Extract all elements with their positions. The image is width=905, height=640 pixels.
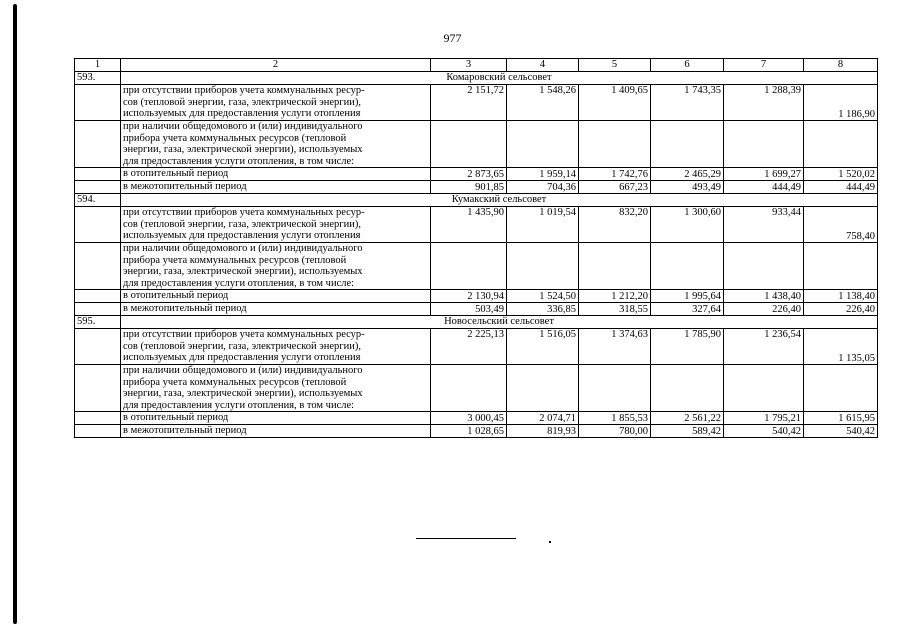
- value-cell: 1 374,63: [579, 329, 651, 365]
- table-row: [75, 425, 878, 438]
- row-label: при отсутствии приборов учета коммунальных ресур- сов (тепловой энергии, газа, электрической энергии), используемых для предоставления услуги отопления: [121, 329, 431, 365]
- row-number-cell: [75, 425, 121, 438]
- value-cell: 493,49: [651, 181, 724, 194]
- section-number: 595.: [75, 316, 121, 329]
- page-number: 977: [443, 31, 462, 45]
- column-header: 2: [121, 59, 431, 72]
- value-cell: 1 028,65: [431, 425, 507, 438]
- value-cell: [431, 121, 507, 168]
- value-cell: 1 548,26: [507, 85, 579, 121]
- value-cell: 1 785,90: [651, 329, 724, 365]
- value-cell: 1 300,60: [651, 207, 724, 243]
- row-number-cell: [75, 121, 121, 168]
- section-header-row: [75, 316, 878, 329]
- value-cell: 1 212,20: [579, 290, 651, 303]
- row-number-cell: [75, 85, 121, 121]
- table-row: [75, 181, 878, 194]
- row-label: в отопительный период: [121, 290, 431, 303]
- row-number-cell: [75, 412, 121, 425]
- table-row: [75, 121, 878, 168]
- value-cell: [507, 365, 579, 412]
- value-cell: 1 236,54: [724, 329, 804, 365]
- row-number-cell: [75, 303, 121, 316]
- value-cell: 1 524,50: [507, 290, 579, 303]
- scan-edge-bar: [13, 4, 17, 624]
- row-label: в межотопительный период: [121, 425, 431, 438]
- section-header-row: [75, 194, 878, 207]
- value-cell: 1 435,90: [431, 207, 507, 243]
- value-cell: 2 151,72: [431, 85, 507, 121]
- column-header: 1: [75, 59, 121, 72]
- row-label: при отсутствии приборов учета коммунальных ресур- сов (тепловой энергии, газа, электрической энергии), используемых для предоставления услуги отопления: [121, 207, 431, 243]
- value-cell: [804, 243, 878, 290]
- value-cell: 2 465,29: [651, 168, 724, 181]
- footer-rule: [416, 538, 516, 539]
- value-cell: [431, 243, 507, 290]
- value-cell: [651, 365, 724, 412]
- value-cell: 1 795,21: [724, 412, 804, 425]
- value-cell: 2 225,13: [431, 329, 507, 365]
- section-name: Кумакский сельсовет: [121, 194, 878, 207]
- row-label: при наличии общедомового и (или) индивидуального прибора учета коммунальных ресурсов (тепловой энергии, газа, электрической энергии), используемых для предоставления услуги отопления, в том числе:: [121, 121, 431, 168]
- row-label: в отопительный период: [121, 168, 431, 181]
- row-number-cell: [75, 290, 121, 303]
- row-number-cell: [75, 181, 121, 194]
- scan-speck: [549, 541, 551, 543]
- value-cell: 704,36: [507, 181, 579, 194]
- column-header: 4: [507, 59, 579, 72]
- value-cell: 758,40: [804, 207, 878, 243]
- value-cell: [507, 243, 579, 290]
- value-cell: 1 135,05: [804, 329, 878, 365]
- value-cell: 1 019,54: [507, 207, 579, 243]
- value-cell: 336,85: [507, 303, 579, 316]
- value-cell: 2 074,71: [507, 412, 579, 425]
- section-number: 594.: [75, 194, 121, 207]
- value-cell: 819,93: [507, 425, 579, 438]
- value-cell: 1 516,05: [507, 329, 579, 365]
- value-cell: 444,49: [804, 181, 878, 194]
- section-header-row: [75, 72, 878, 85]
- value-cell: 1 742,76: [579, 168, 651, 181]
- value-cell: 2 873,65: [431, 168, 507, 181]
- table-row: [75, 207, 878, 243]
- value-cell: 1 615,95: [804, 412, 878, 425]
- row-label: при наличии общедомового и (или) индивидуального прибора учета коммунальных ресурсов (тепловой энергии, газа, электрической энергии), используемых для предоставления услуги отопления, в том числе:: [121, 243, 431, 290]
- column-header: 6: [651, 59, 724, 72]
- value-cell: 3 000,45: [431, 412, 507, 425]
- value-cell: 1 409,65: [579, 85, 651, 121]
- value-cell: [431, 365, 507, 412]
- value-cell: [651, 121, 724, 168]
- value-cell: 1 520,02: [804, 168, 878, 181]
- table-row: [75, 365, 878, 412]
- value-cell: 1 959,14: [507, 168, 579, 181]
- value-cell: 1 438,40: [724, 290, 804, 303]
- value-cell: 327,64: [651, 303, 724, 316]
- column-header: 8: [804, 59, 878, 72]
- value-cell: 226,40: [804, 303, 878, 316]
- value-cell: 589,42: [651, 425, 724, 438]
- row-label: при наличии общедомового и (или) индивидуального прибора учета коммунальных ресурсов (тепловой энергии, газа, электрической энергии), используемых для предоставления услуги отопления, в том числе:: [121, 365, 431, 412]
- value-cell: 832,20: [579, 207, 651, 243]
- value-cell: 1 138,40: [804, 290, 878, 303]
- row-label: в межотопительный период: [121, 181, 431, 194]
- value-cell: [804, 121, 878, 168]
- table-row: [75, 290, 878, 303]
- row-number-cell: [75, 329, 121, 365]
- row-number-cell: [75, 168, 121, 181]
- value-cell: [804, 365, 878, 412]
- value-cell: 540,42: [804, 425, 878, 438]
- table-row: [75, 243, 878, 290]
- table-row: [75, 329, 878, 365]
- value-cell: 933,44: [724, 207, 804, 243]
- value-cell: 667,23: [579, 181, 651, 194]
- column-header: 7: [724, 59, 804, 72]
- section-name: Комаровский сельсовет: [121, 72, 878, 85]
- table-body: [75, 59, 878, 438]
- value-cell: 444,49: [724, 181, 804, 194]
- value-cell: 1 995,64: [651, 290, 724, 303]
- value-cell: [579, 121, 651, 168]
- table-row: [75, 85, 878, 121]
- value-cell: 2 561,22: [651, 412, 724, 425]
- table-row: [75, 303, 878, 316]
- column-header: 3: [431, 59, 507, 72]
- row-number-cell: [75, 365, 121, 412]
- value-cell: 1 186,90: [804, 85, 878, 121]
- row-number-cell: [75, 207, 121, 243]
- section-name: Новосельский сельсовет: [121, 316, 878, 329]
- row-label: в межотопительный период: [121, 303, 431, 316]
- table-row: [75, 168, 878, 181]
- row-label: в отопительный период: [121, 412, 431, 425]
- section-number: 593.: [75, 72, 121, 85]
- value-cell: 1 699,27: [724, 168, 804, 181]
- value-cell: [724, 121, 804, 168]
- value-cell: 318,55: [579, 303, 651, 316]
- value-cell: 1 288,39: [724, 85, 804, 121]
- value-cell: 2 130,94: [431, 290, 507, 303]
- column-header-row: [75, 59, 878, 72]
- value-cell: 226,40: [724, 303, 804, 316]
- value-cell: [579, 365, 651, 412]
- row-label: при отсутствии приборов учета коммунальных ресур- сов (тепловой энергии, газа, электрической энергии), используемых для предоставления услуги отопления: [121, 85, 431, 121]
- value-cell: [507, 121, 579, 168]
- value-cell: 540,42: [724, 425, 804, 438]
- tariff-table: [74, 58, 878, 438]
- value-cell: 780,00: [579, 425, 651, 438]
- table-row: [75, 412, 878, 425]
- value-cell: [579, 243, 651, 290]
- value-cell: 1 855,53: [579, 412, 651, 425]
- value-cell: [724, 365, 804, 412]
- value-cell: 901,85: [431, 181, 507, 194]
- value-cell: 503,49: [431, 303, 507, 316]
- value-cell: 1 743,35: [651, 85, 724, 121]
- row-number-cell: [75, 243, 121, 290]
- value-cell: [724, 243, 804, 290]
- column-header: 5: [579, 59, 651, 72]
- value-cell: [651, 243, 724, 290]
